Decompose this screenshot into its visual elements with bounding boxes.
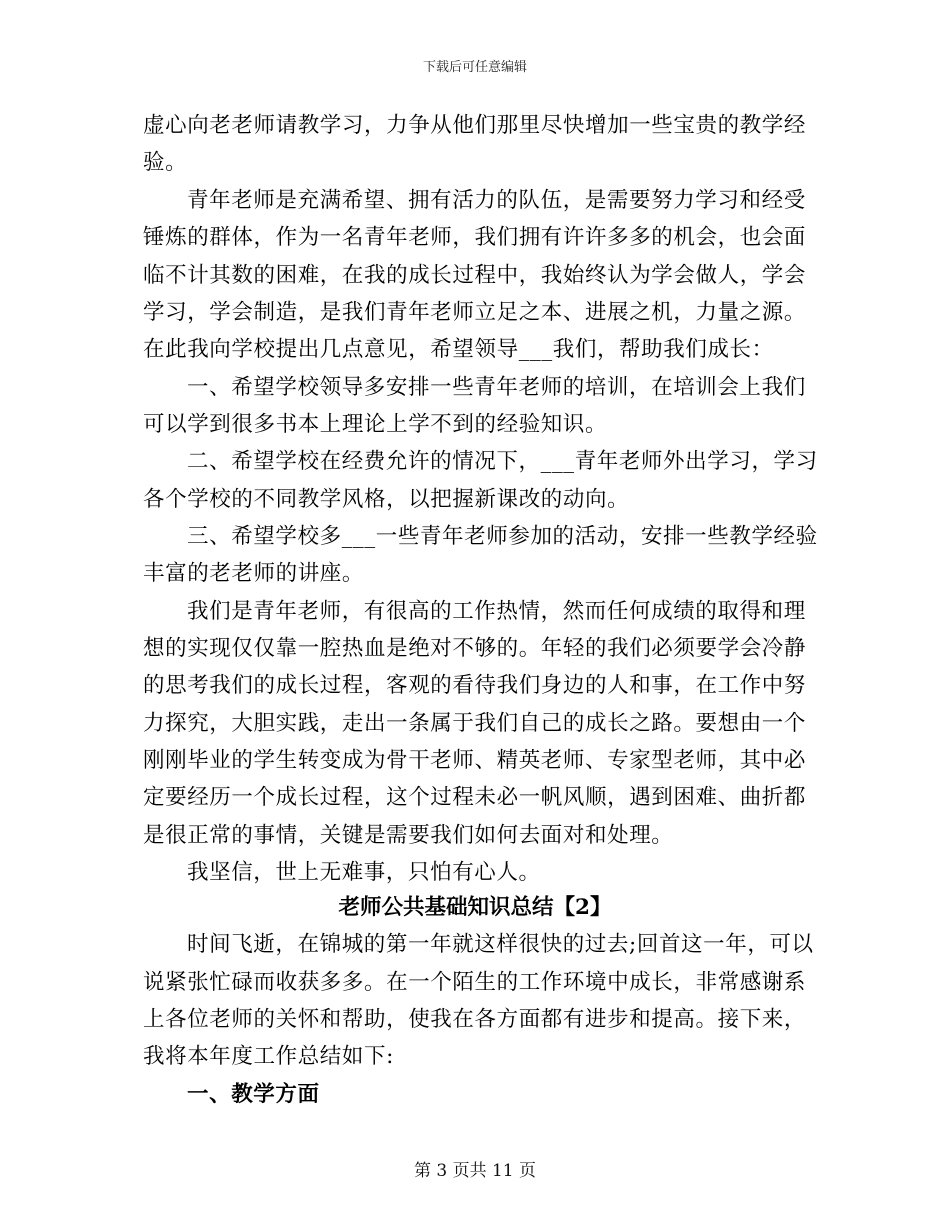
body-line: 可以学到很多书本上理论上学不到的经验知识。 [143,412,608,437]
body-line: 的思考我们的成长过程，客观的看待我们身边的人和事，在工作中努 [143,673,807,698]
body-line: 各个学校的不同教学风格，以把握新课改的动向。 [143,487,630,512]
body-line: 虚心向老老师请教学习，力争从他们那里尽快增加一些宝贵的教学经 [143,113,807,138]
body-line: 说紧张忙碌而收获多多。在一个陌生的工作环境中成长，非常感谢系 [143,970,807,995]
body-line: 定要经历一个成长过程，这个过程未必一帆风顺，遇到困难、曲折都 [143,785,807,810]
body-line: 锤炼的群体，作为一名青年老师，我们拥有许许多多的机会，也会面 [143,225,807,250]
page-footer: 第 3 页共 11 页 [413,1161,537,1181]
section-title: 老师公共基础知识总结【2】 [338,895,612,920]
body-line: 是很正常的事情，关键是需要我们如何去面对和处理。 [143,823,674,848]
body-line: 临不计其数的困难，在我的成长过程中，我始终认为学会做人，学会 [143,263,807,288]
body-line: 青年老师是充满希望、拥有活力的队伍，是需要努力学习和经受 [187,188,806,213]
body-line: 丰富的老老师的讲座。 [143,561,365,586]
body-line: 上各位老师的关怀和帮助，使我在各方面都有进步和提高。接下来， [143,1007,807,1032]
body-line: 我们是青年老师，有很高的工作热情，然而任何成绩的取得和理 [187,599,806,624]
body-line: 二、希望学校在经费允许的情况下，___青年老师外出学习，学习 [187,449,818,474]
page-header: 下载后可任意编辑 [422,60,527,75]
body-line: 我坚信，世上无难事，只怕有心人。 [187,860,541,885]
body-line: 验。 [143,150,188,175]
body-line: 学习，学会制造，是我们青年老师立足之本、进展之机，力量之源。 [143,300,807,325]
body-line: 一、希望学校领导多安排一些青年老师的培训，在培训会上我们 [187,375,806,400]
body-line: 刚刚毕业的学生转变成为骨干老师、精英老师、专家型老师，其中必 [143,748,807,773]
body-line: 时间飞逝，在锦城的第一年就这样很快的过去;回首这一年，可以 [187,932,814,957]
body-line: 力探究，大胆实践，走出一条属于我们自己的成长之路。要想由一个 [143,711,807,736]
body-line: 我将本年度工作总结如下: [143,1044,394,1069]
body-line: 想的实现仅仅靠一腔热血是绝对不够的。年轻的我们必须要学会冷静 [143,636,807,661]
body-line: 三、希望学校多___一些青年老师参加的活动，安排一些教学经验 [187,524,818,549]
body-line: 在此我向学校提出几点意见，希望领导___我们，帮助我们成长： [143,337,774,362]
subsection-heading: 一、教学方面 [187,1082,320,1107]
